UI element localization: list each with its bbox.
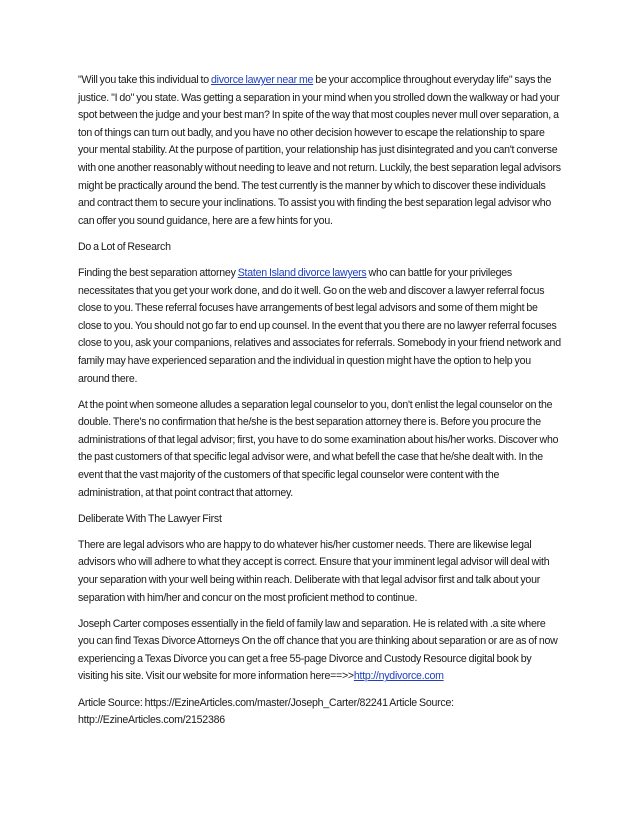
author-paragraph [78, 616, 562, 686]
article-source [78, 695, 562, 730]
intro-text-start: "Will you take this individual to [78, 74, 211, 86]
research-text-start: Finding the best separation attorney [78, 266, 238, 279]
article-source-line-1: Article Source: https://EzineArticles.com/master/Joseph_Carter/82241 Article Source: [78, 696, 454, 709]
article-source-line-2: http://EzineArticles.com/2152386 [78, 714, 225, 727]
research-paragraph-1 [78, 265, 562, 388]
research-text-end: who can battle for your privileges necessitates that you get your work done, and do it well. Go on the web and discover a lawyer referral focus close to you. These referral focuses have arrangements of best legal advisors and some of them might be close to you. You should not go far to end up counsel. In the event that you there are no lawyer referral focuses close to you, ask your companions, relatives and associates for referrals. Somebody in your friend network and family may have experienced separation and the individual in question might have the option to help you around there. [78, 266, 561, 385]
staten-island-lawyers-link[interactable]: Staten Island divorce lawyers [237, 266, 367, 279]
section-heading-research: Do a Lot of Research [78, 240, 171, 253]
section-heading-deliberate: Deliberate With The Lawyer First [78, 512, 222, 525]
divorce-lawyer-link[interactable]: divorce lawyer near me [210, 74, 314, 86]
research-paragraph-2: At the point when someone alludes a separation legal counselor to you, don't enlist the legal counselor on the double. There's no confirmation that he/she is the best separation attorney there is. Before you procure the administrations of that legal advisor; first, you have to do some examination about his/her works. Discover who the past customers of that specific legal advisor were, and what befell the case that he/she dealt with. In the event that the vast majority of the customers of that specific legal counselor were content with the administration, at that point contract that attorney. [78, 398, 559, 499]
deliberate-paragraph: There are legal advisors who are happy to do whatever his/her customer needs. There are likewise legal advisors who will adhere to what they accept is correct. Ensure that your imminent legal advisor will deal with your separation with your well being within reach. Deliberate with that legal advisor first and talk about your separation with him/her and concur on the most proficient method to continue. [78, 538, 550, 604]
intro-paragraph [78, 72, 562, 230]
intro-text-end: be your accomplice throughout everyday life" says the justice. "I do" you state. Was getting a separation in your mind when you strolled down the walkway or had your spot between the judge and your best man? In spite of the way that most couples never mull over separation, a ton of things can turn out badly, and you have no other decision however to escape the relationship to spare your mental stability. At the purpose of partition, your relationship has just disintegrated and you can't converse with one another reasonably without needing to leave and not return. Luckily, the best separation legal advisors might be practically around the bend. The test currently is the manner by which to discover these individuals and contract them to secure your inclinations. To assist you with finding the best separation legal advisor who can offer you sound guidance, here are a few hints for you. [78, 74, 561, 227]
nydivorce-link[interactable]: http://nydivorce.com [353, 670, 444, 683]
author-text: Joseph Carter composes essentially in the field of family law and separation. He is related with .a site where you can find Texas Divorce Attorneys On the off chance that you are thinking about separation or are as of now experiencing a Texas Divorce you can get a free 55-page Divorce and Custody Resource digital book by visiting his site. Visit our website for more information here==>> [78, 617, 558, 683]
document-page [78, 72, 562, 738]
